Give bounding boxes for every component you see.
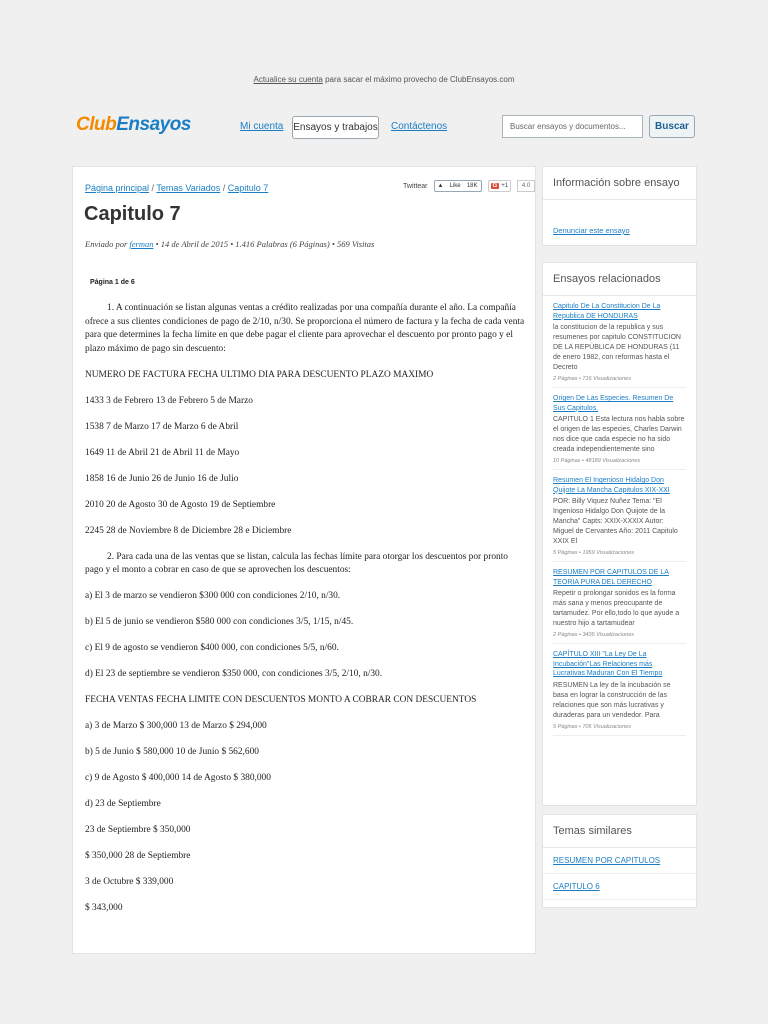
related-meta: 5 Páginas • 1959 Visualizaciones xyxy=(553,550,686,562)
related-item xyxy=(543,644,696,736)
meta-by: Enviado por xyxy=(85,239,130,249)
author-link[interactable]: ferman xyxy=(129,239,154,249)
related-panel-title: Ensayos relacionados xyxy=(553,273,661,285)
related-essays-panel xyxy=(542,262,697,806)
facebook-like-button[interactable] xyxy=(434,180,482,192)
similar-topic-link[interactable]: RESUMEN POR CAPITULOS xyxy=(543,848,696,874)
similar-topics-panel xyxy=(542,814,697,908)
related-meta: 5 Páginas • 705 Visualizaciones xyxy=(553,724,686,736)
related-desc: POR: Billy Viquez Nuñez Tema: "El Ingenioso Hidalgo Don Quijote de la Mancha" Capts: XXIX-XXXIX Autor: Miguel de Cervantes Año: 2011 Capitulo XXIX El xyxy=(553,498,678,545)
page-indicator: Página 1 de 6 xyxy=(90,279,135,286)
doc-paragraph: c) El 9 de agosto se vendieron $400 000, con condiciones 5/5, n/60. xyxy=(85,643,339,653)
share-bar xyxy=(403,180,535,192)
doc-paragraph: 1858 16 de Junio 26 de Junio 16 de Julio xyxy=(85,473,239,484)
doc-paragraph: a) 3 de Marzo $ 300,000 13 de Marzo $ 294,000 xyxy=(85,721,267,731)
essay-info-panel xyxy=(542,166,697,246)
search-button[interactable]: Buscar xyxy=(649,115,695,138)
doc-paragraph: $ 350,000 28 de Septiembre xyxy=(85,851,191,861)
related-item xyxy=(543,388,696,470)
essay-content xyxy=(85,302,525,928)
doc-paragraph: 1. A continuación se listan algunas ventas a crédito realizadas por una compañía durante el año. La compañía ofrece a sus clientes condiciones de pago de 2/10, n/30. Se proporciona el número de factura y la fecha de cada venta para que determines la fecha límite en que debe pagar el cliente para aprovechar el descuento por pronto pago y el plazo máximo de pago sin descuento: xyxy=(85,303,525,354)
nav-contact[interactable]: Contáctenos xyxy=(391,121,448,132)
doc-paragraph: 2. Para cada una de las ventas que se listan, calcula las fechas límite para otorgar los descuentos por pronto pago y el monto a cobrar en caso de que se aprovechen los descuentos: xyxy=(85,551,508,575)
doc-paragraph: 23 de Septiembre $ 350,000 xyxy=(85,825,191,835)
upgrade-banner-text: para sacar el máximo provecho de ClubEnsayos.com xyxy=(322,75,515,84)
report-essay-link[interactable]: Denunciar este ensayo xyxy=(553,226,630,235)
related-desc: CAPITULO 1 Esta lectura nos habla sobre el origen de las especies, Charles Darwin nos dice que cada especie no ha sido creada independientemente sino xyxy=(553,416,685,453)
doc-paragraph: 1649 11 de Abril 21 de Abril 11 de Mayo xyxy=(85,447,240,458)
google-plus-icon: G xyxy=(492,183,498,189)
logo-part-club: Club xyxy=(76,114,117,135)
breadcrumb-current[interactable]: Capitulo 7 xyxy=(227,183,269,193)
upgrade-account-link[interactable]: Actualice su cuenta xyxy=(253,75,323,84)
like-label: Like xyxy=(449,183,461,189)
essay-meta xyxy=(85,239,374,249)
breadcrumb-separator: / xyxy=(149,183,157,193)
doc-paragraph: 2010 20 de Agosto 30 de Agosto 19 de Septiembre xyxy=(85,499,276,510)
nav-essays-button[interactable]: Ensayos y trabajos xyxy=(292,116,379,139)
search-input[interactable]: Buscar ensayos y documentos... xyxy=(502,115,643,138)
doc-paragraph: c) 9 de Agosto $ 400,000 14 de Agosto $ 380,000 xyxy=(85,773,271,783)
breadcrumb-separator: / xyxy=(220,183,228,193)
doc-paragraph: b) 5 de Junio $ 580,000 10 de Junio $ 562,600 xyxy=(85,747,259,757)
related-desc: RESUMEN La ley de la incubación se basa en lograr la construcción de las relaciones que son más lucrativas y duraderas para un vendedor. Para xyxy=(553,681,671,719)
meta-details: • 14 de Abril de 2015 • 1.416 Palabras (6 Páginas) • 569 Visitas xyxy=(153,239,375,249)
doc-paragraph: b) El 5 de junio se vendieron $580 000 con condiciones 3/5, 1/15, n/45. xyxy=(85,617,354,627)
related-title-link[interactable]: Resumen El Ingenioso Hidalgo Don Quijote La Mancha Capitulos XIX-XXI xyxy=(553,477,670,494)
breadcrumb xyxy=(85,183,268,193)
doc-paragraph: 3 de Octubre $ 339,000 xyxy=(85,877,174,887)
tweet-button[interactable]: Twittear xyxy=(403,182,428,190)
essay-panel xyxy=(72,166,536,954)
related-meta: 2 Páginas • 3435 Visualizaciones xyxy=(553,632,686,644)
breadcrumb-home[interactable]: Página principal xyxy=(85,183,150,193)
related-title-link[interactable]: Capitulo De La Constitucion De La Republica DE HONDURAS xyxy=(553,303,661,320)
doc-paragraph: d) El 23 de septiembre se vendieron $350 000, con condiciones 3/5, 2/10, n/30. xyxy=(85,669,383,679)
info-panel-title: Información sobre ensayo xyxy=(553,177,680,189)
nav-my-account[interactable]: Mi cuenta xyxy=(240,121,284,132)
page-title: Capitulo 7 xyxy=(84,203,181,225)
related-desc: la constitucion de la republica y sus resumenes por capitulo CONSTITUCION DE LA REPÚBLICA DE HONDURAS (11 de enero 1982, con reformas hasta el Decreto xyxy=(553,324,681,371)
doc-paragraph: a) El 3 de marzo se vendieron $300 000 con condiciones 2/10, n/30. xyxy=(85,591,341,601)
doc-paragraph: FECHA VENTAS FECHA LIMITE CON DESCUENTOS MONTO A COBRAR CON DESCUENTOS xyxy=(85,695,477,705)
like-count: 18K xyxy=(466,183,478,189)
doc-paragraph: $ 343,000 xyxy=(85,903,123,913)
related-desc: Repetir o prolongar sonidos es la forma más sana y menos preocupante de tartamudez. Por ello,todo lo que ayude a nuestro hijo a tartamudear xyxy=(553,590,680,627)
doc-paragraph: 2245 28 de Noviembre 8 de Diciembre 28 e Diciembre xyxy=(85,525,292,536)
doc-paragraph: 1538 7 de Marzo 17 de Marzo 6 de Abril xyxy=(85,421,239,432)
related-item xyxy=(543,296,696,388)
related-item xyxy=(543,562,696,644)
upgrade-banner xyxy=(0,75,768,84)
doc-paragraph: NUMERO DE FACTURA FECHA ULTIMO DIA PARA DESCUENTO PLAZO MAXIMO xyxy=(85,369,434,380)
doc-paragraph: 1433 3 de Febrero 13 de Febrero 5 de Marzo xyxy=(85,395,253,406)
related-meta: 10 Páginas • 48189 Visualizaciones xyxy=(553,458,686,470)
site-logo[interactable] xyxy=(76,114,191,136)
breadcrumb-category[interactable]: Temas Variados xyxy=(156,183,221,193)
related-meta: 2 Páginas • 716 Visualizaciones xyxy=(553,376,686,388)
related-title-link[interactable]: Origen De Las Especies. Resumen De Sus Capitulos. xyxy=(553,395,674,412)
thumbs-up-icon: ▲ xyxy=(437,183,444,189)
similar-panel-title: Temas similares xyxy=(553,825,632,837)
related-item xyxy=(543,470,696,562)
gplus-label: +1 xyxy=(501,183,509,189)
doc-paragraph: d) 23 de Septiembre xyxy=(85,799,161,809)
google-plus-button[interactable] xyxy=(488,180,512,192)
related-title-link[interactable]: RESUMEN POR CAPITULOS DE LA TEORIA PURA DEL DERECHO xyxy=(553,569,669,586)
related-title-link[interactable]: CAPÍTULO XIII "La Ley De La Incubación"Las Relaciones más Lucrativas Maduran Con El Tiempo xyxy=(553,651,663,677)
logo-part-ensayos: Ensayos xyxy=(116,114,191,135)
share-count: 4.0 xyxy=(517,180,535,192)
divider xyxy=(543,199,696,200)
similar-topic-link[interactable]: CAPITULO 6 xyxy=(543,874,696,900)
